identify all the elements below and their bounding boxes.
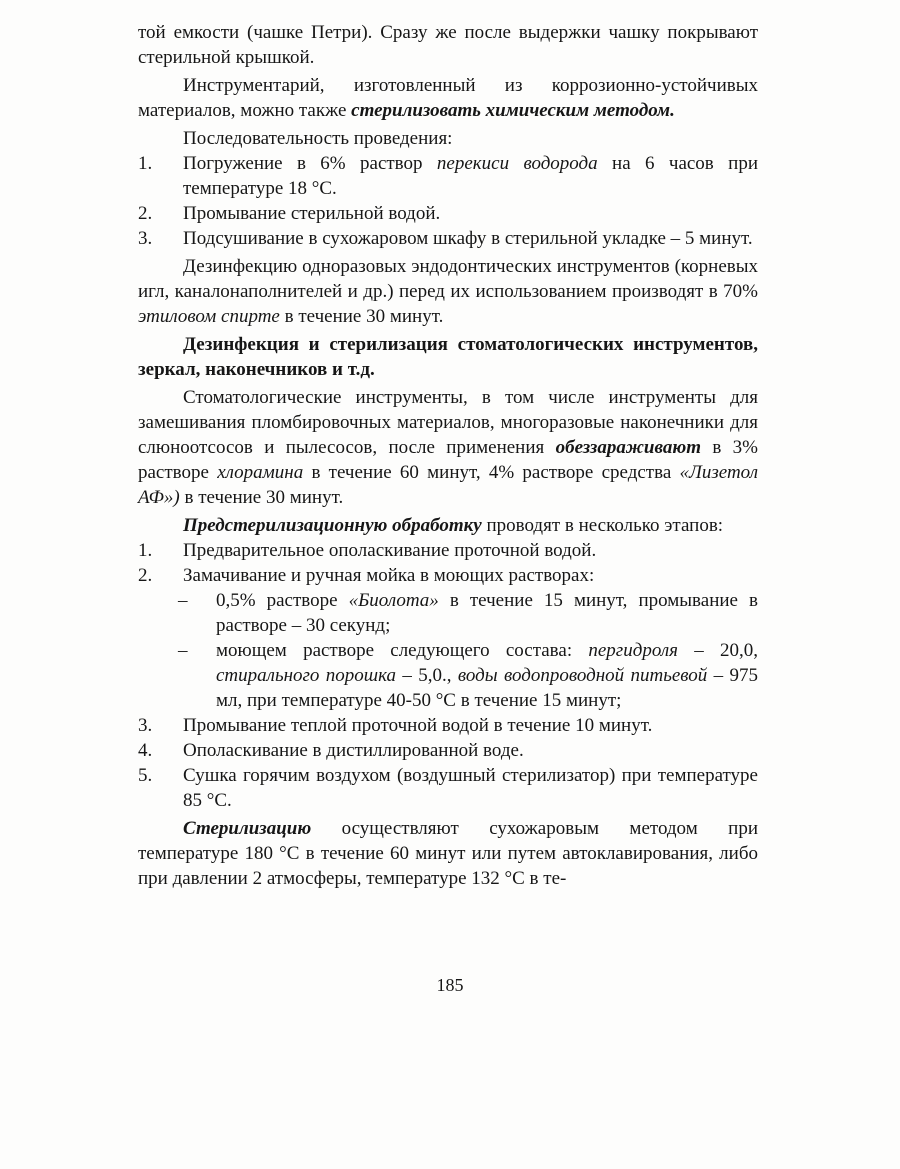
list-item-text: на 6 часов при температуре 18 °С. (183, 153, 758, 199)
list-item-text: Погружение в 6% раствор (183, 153, 437, 174)
list-item (138, 738, 758, 763)
list-marker: 4. (138, 740, 153, 761)
list-item-text: Промывание теплой проточной водой в течение 10 минут. (183, 715, 653, 736)
emphasis-text: «Лизетол АФ») (138, 462, 758, 508)
list-item (138, 763, 758, 813)
emphasis-text: стерилизовать химическим методом. (351, 100, 675, 121)
list-item (138, 151, 758, 201)
paragraph-text: в течение 30 минут. (179, 487, 344, 508)
paragraph-sequence-intro (138, 126, 758, 151)
emphasis-text: «Биолота» (348, 590, 439, 611)
paragraph-chemical-sterilization (138, 73, 758, 123)
paragraph-sterilization (138, 816, 758, 891)
dash-marker: – (178, 640, 188, 661)
paragraph-text: проводят в несколько этапов: (481, 515, 724, 536)
emphasis-text: хлорамина (217, 462, 304, 483)
page-number: 185 (436, 975, 464, 995)
list-marker: 1. (138, 153, 153, 174)
paragraph-text: Последовательность проведения: (183, 128, 453, 149)
emphasis-text: стирального порошка (216, 665, 397, 686)
list-item-text: Замачивание и ручная мойка в моющих растворах: (183, 565, 595, 586)
paragraph-endodontic (138, 254, 758, 329)
paragraph-text: Дезинфекцию одноразовых эндодонтических инструментов (корневых игл, каналонаполнителей и др.) перед их использованием производят в 70% (138, 256, 758, 302)
paragraph-text: в течение 60 минут, 4% растворе средства (303, 462, 680, 483)
list-marker: 1. (138, 540, 153, 561)
text-column (138, 20, 758, 891)
list-item (138, 563, 758, 588)
list-item-text: Ополаскивание в дистиллированной воде. (183, 740, 524, 761)
list-item-text: Промывание стерильной водой. (183, 203, 441, 224)
list-marker: 3. (138, 715, 153, 736)
list-item (138, 538, 758, 563)
list-item (138, 713, 758, 738)
list-marker: 3. (138, 228, 153, 249)
dash-list-item (138, 638, 758, 713)
list-item-text: – 975 мл, при температуре 40-50 °С в течение 15 минут; (216, 665, 759, 711)
paragraph-text: Инструментарий, изготовленный из коррозионно-устойчивых материалов, можно также (138, 75, 758, 121)
dash-list-item (138, 588, 758, 638)
paragraph-text: Стоматологические инструменты, в том числе инструменты для замешивания пломбировочных материалов, многоразовые наконечники для слюноотсосов и пылесосов, после применения (138, 387, 758, 458)
section-heading: Дезинфекция и стерилизация стоматологических инструментов, зеркал, наконечников и т.д. (138, 334, 758, 380)
list-item-text: в течение 15 минут, промывание в растворе – 30 секунд; (216, 590, 758, 636)
emphasis-text: Стерилизацию (183, 818, 312, 839)
paragraph-dental-instruments (138, 385, 758, 510)
list-item-text: – 5,0., (396, 665, 458, 686)
list-item-text: Подсушивание в сухожаровом шкафу в стерильной укладке – 5 минут. (183, 228, 753, 249)
paragraph-text: в течение 30 минут. (279, 306, 444, 327)
list-item (138, 226, 758, 251)
emphasis-text: этиловом спирте (138, 306, 280, 327)
list-item-text: Предварительное ополаскивание проточной водой. (183, 540, 597, 561)
emphasis-text: перекиси водорода (436, 153, 598, 174)
list-item-text: Сушка горячим воздухом (воздушный стерилизатор) при температуре 85 °С. (183, 765, 758, 811)
paragraph-text: осуществляют сухожаровым методом при температуре 180 °С в течение 60 минут или путем автоклавирования, либо при давлении 2 атмосферы, температуре 132 °С в те- (138, 818, 758, 889)
list-marker: 2. (138, 203, 153, 224)
emphasis-text: обеззараживают (555, 437, 701, 458)
list-marker: 2. (138, 565, 153, 586)
dash-marker: – (178, 590, 188, 611)
list-item-text: моющем растворе следующего состава: (216, 640, 589, 661)
paragraph-text: той емкости (чашке Петри). Сразу же после выдержки чашку покрывают стерильной крышкой. (138, 22, 758, 68)
paragraph-presterilization (138, 513, 758, 538)
paragraph-continuation (138, 20, 758, 70)
paragraph-text: в 3% растворе (138, 437, 758, 483)
list-item (138, 201, 758, 226)
list-marker: 5. (138, 765, 153, 786)
emphasis-text: пергидроля (588, 640, 678, 661)
emphasis-text: Предстерилизационную обработку (183, 515, 482, 536)
list-item-text: – 20,0, (677, 640, 758, 661)
emphasis-text: воды водопроводной питьевой (457, 665, 708, 686)
list-item-text: 0,5% растворе (216, 590, 349, 611)
